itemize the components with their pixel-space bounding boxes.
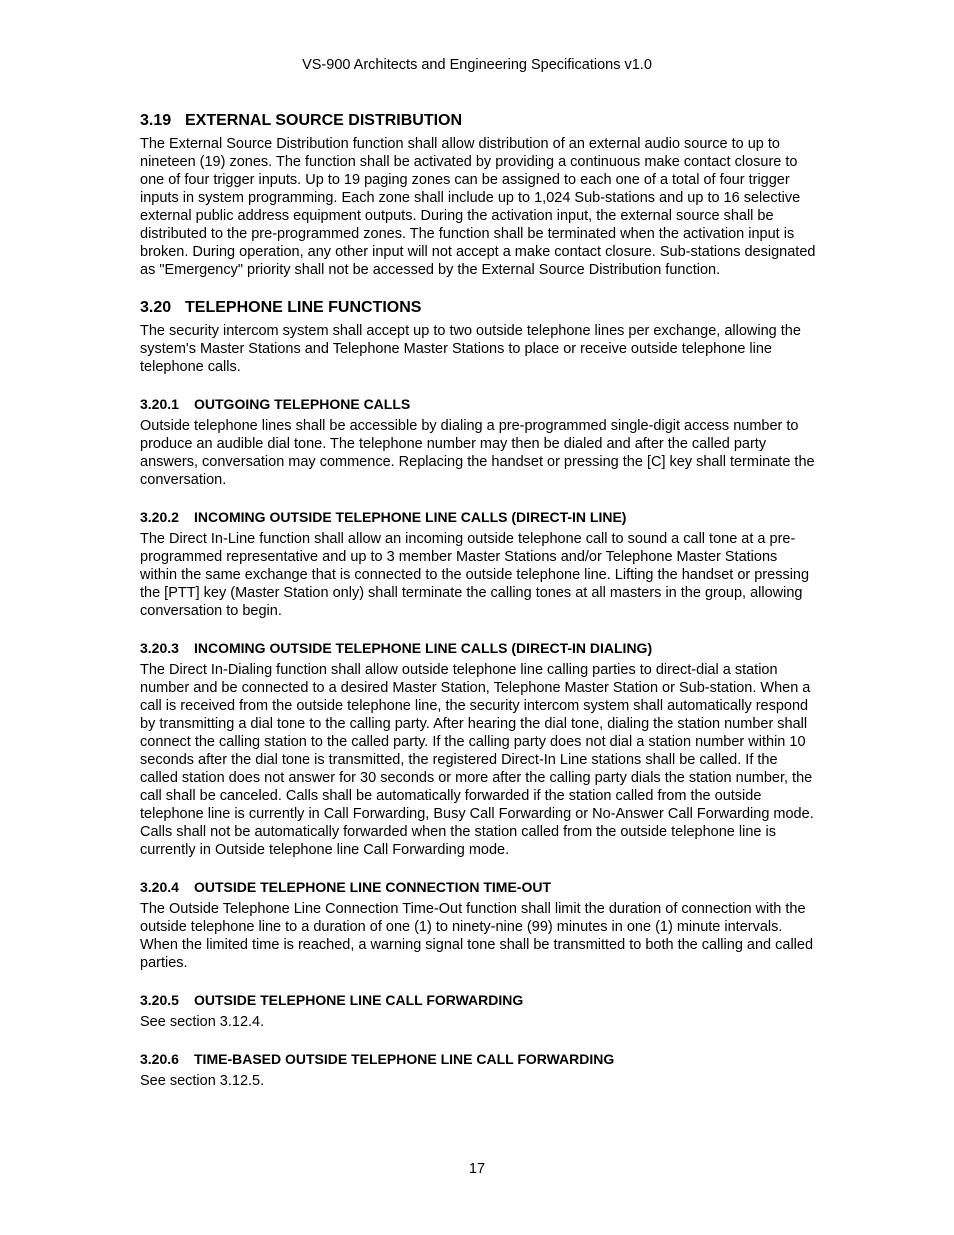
subsection-heading <box>140 508 818 526</box>
section-number: 3.20.5 <box>140 992 179 1008</box>
section-3-19 <box>140 111 818 279</box>
subsection-heading <box>140 1050 818 1068</box>
document-body <box>140 111 818 1090</box>
section-title: OUTGOING TELEPHONE CALLS <box>194 396 411 412</box>
section-3-20-3 <box>140 639 818 859</box>
section-paragraph: The Direct In-Dialing function shall allow outside telephone line calling parties to direct-dial a station number and be connected to a desired Master Station, Telephone Master Station or Sub-station. When a call is received from the outside telephone line, the security intercom system shall automatically respond by transmitting a dial tone to the calling party. After hearing the dial tone, dialing the station number shall connect the calling station to the called party. If the calling party does not dial a station number within 10 seconds after the dial tone is transmitted, the registered Direct-In Line stations shall be called. If the called station does not answer for 30 seconds or more after the calling party dials the station number, the call shall be canceled. Calls shall be automatically forwarded if the station called from the outside telephone line is currently in Call Forwarding, Busy Call Forwarding or No-Answer Call Forwarding mode. Calls shall not be automatically forwarded when the station called from the outside telephone line is currently in Outside telephone line Call Forwarding mode. <box>140 662 814 858</box>
section-paragraph: The security intercom system shall accept up to two outside telephone lines per exchange, allowing the system's Master Stations and Telephone Master Stations to place or receive outside telephone line telephone calls. <box>140 323 801 375</box>
section-paragraph: Outside telephone lines shall be accessible by dialing a pre-programmed single-digit access number to produce an audible dial tone. The telephone number may then be dialed and after the called party answers, conversation may commence. Replacing the handset or pressing the [C] key shall terminate the conversation. <box>140 418 815 488</box>
section-title: EXTERNAL SOURCE DISTRIBUTION <box>185 112 463 129</box>
section-number: 3.19 <box>140 112 172 129</box>
section-number: 3.20 <box>140 299 172 316</box>
section-paragraph: See section 3.12.5. <box>140 1073 265 1089</box>
subsection-heading <box>140 395 818 413</box>
section-3-20-5 <box>140 991 818 1031</box>
section-heading <box>140 298 818 318</box>
page-header: VS-900 Architects and Engineering Specifications v1.0 <box>302 57 652 73</box>
section-number: 3.20.3 <box>140 640 179 656</box>
section-title: INCOMING OUTSIDE TELEPHONE LINE CALLS (DIRECT-IN LINE) <box>194 509 627 525</box>
subsection-heading <box>140 878 818 896</box>
section-title: OUTSIDE TELEPHONE LINE CONNECTION TIME-OUT <box>194 879 552 895</box>
section-number: 3.20.2 <box>140 509 179 525</box>
section-3-20-2 <box>140 508 818 620</box>
section-title: TELEPHONE LINE FUNCTIONS <box>185 299 422 316</box>
section-paragraph: See section 3.12.4. <box>140 1014 265 1030</box>
section-paragraph: The Direct In-Line function shall allow an incoming outside telephone call to sound a call tone at a pre-programmed representative and up to 3 member Master Stations and/or Telephone Master Stations within the same exchange that is connected to the outside telephone line. Lifting the handset or pressing the [PTT] key (Master Station only) shall terminate the calling tones at all masters in the group, allowing conversation to begin. <box>140 531 810 619</box>
section-paragraph: The Outside Telephone Line Connection Time-Out function shall limit the duration of connection with the outside telephone line to a duration of one (1) to ninety-nine (99) minutes in one (1) minute intervals. When the limited time is reached, a warning signal tone shall be transmitted to both the calling and called parties. <box>140 901 814 971</box>
page-number: 17 <box>468 1161 486 1177</box>
section-3-20-1 <box>140 395 818 489</box>
section-title: TIME-BASED OUTSIDE TELEPHONE LINE CALL FORWARDING <box>194 1051 615 1067</box>
section-3-20 <box>140 298 818 376</box>
section-number: 3.20.6 <box>140 1051 179 1067</box>
section-paragraph: The External Source Distribution function shall allow distribution of an external audio source to up to nineteen (19) zones. The function shall be activated by providing a continuous make contact closure to one of four trigger inputs. Up to 19 paging zones can be assigned to each one of a total of four trigger inputs in system programming. Each zone shall include up to 1,024 Sub-stations and up to 16 selective external public address equipment outputs. During the activation input, the external source shall be distributed to the pre-programmed zones. The function shall be terminated when the activation input is broken. During operation, any other input will not accept a make contact closure. Sub-stations designated as "Emergency" priority shall not be accessed by the External Source Distribution function. <box>140 136 816 278</box>
subsection-heading <box>140 639 818 657</box>
section-number: 3.20.4 <box>140 879 179 895</box>
section-title: OUTSIDE TELEPHONE LINE CALL FORWARDING <box>194 992 524 1008</box>
section-3-20-4 <box>140 878 818 972</box>
section-heading <box>140 111 818 131</box>
section-number: 3.20.1 <box>140 396 179 412</box>
section-title: INCOMING OUTSIDE TELEPHONE LINE CALLS (DIRECT-IN DIALING) <box>194 640 653 656</box>
section-3-20-6 <box>140 1050 818 1090</box>
subsection-heading <box>140 991 818 1009</box>
